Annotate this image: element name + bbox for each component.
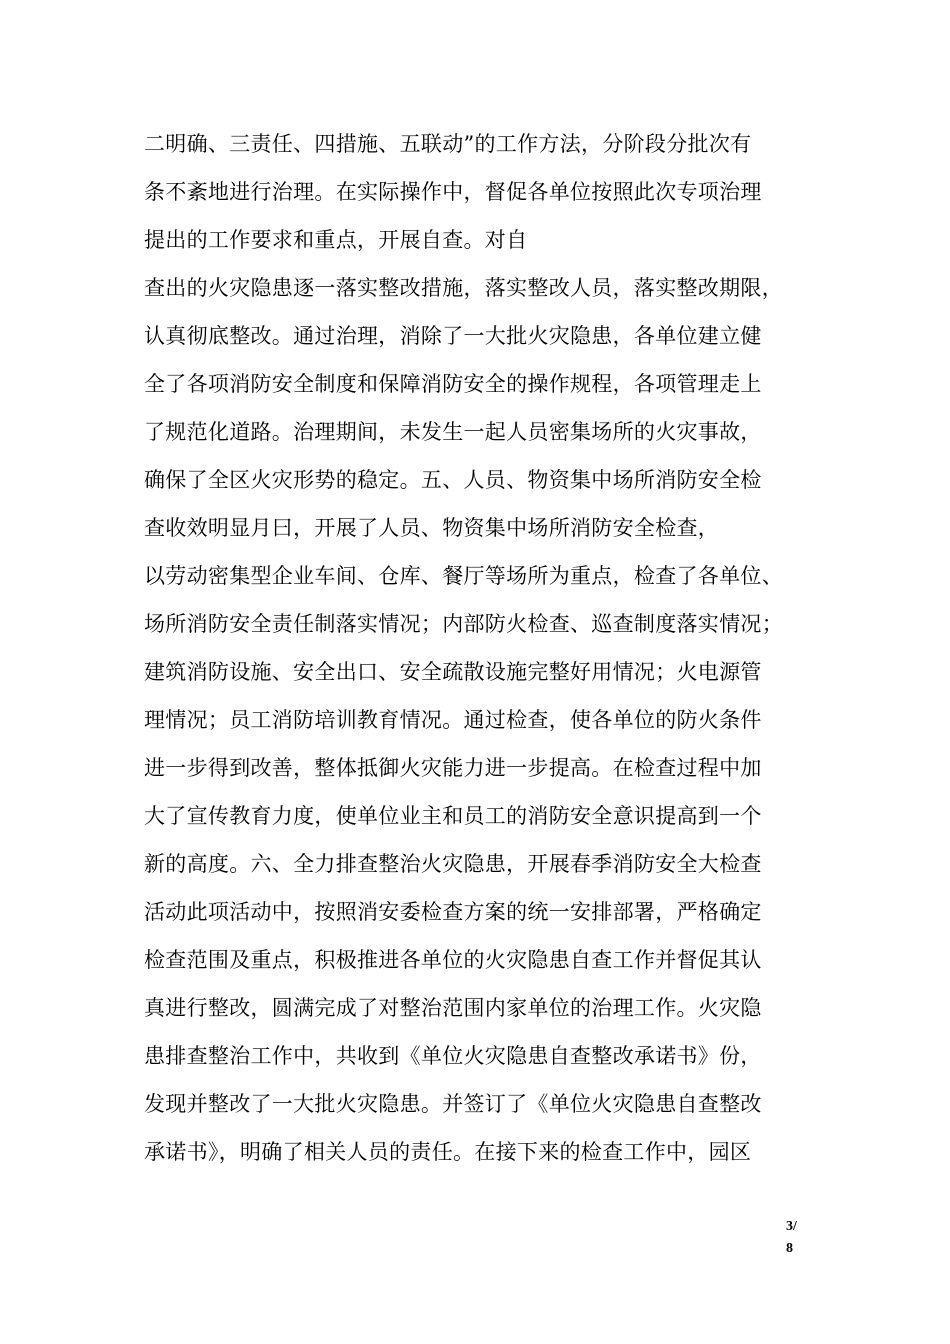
text-line: 提出的工作要求和重点，开展自查。对自 bbox=[144, 228, 528, 252]
text-line: 查收效明显月曰，开展了人员、物资集中场所消防安全检查， bbox=[144, 516, 720, 540]
text-line: 确保了全区火灾形势的稳定。五、人员、物资集中场所消防安全检 bbox=[144, 468, 762, 492]
text-line: 认真彻底整改。通过治理，消除了一大批火灾隐患，各单位建立健 bbox=[144, 324, 762, 348]
text-line: 全了各项消防安全制度和保障消防安全的操作规程，各项管理走上 bbox=[144, 372, 762, 396]
text-line: 大了宣传教育力度，使单位业主和员工的消防安全意识提高到一个 bbox=[144, 804, 762, 828]
text-line: 场所消防安全责任制落实情况；内部防火检查、巡查制度落实情况； bbox=[144, 612, 783, 636]
text-line: 检查范围及重点，积极推进各单位的火灾隐患自查工作并督促其认 bbox=[144, 948, 762, 972]
text-line: 建筑消防设施、安全出口、安全疏散设施完整好用情况；火电源管 bbox=[144, 660, 762, 684]
text-line: 进一步得到改善，整体抵御火灾能力进一步提高。在检查过程中加 bbox=[144, 756, 762, 780]
text-line: 查出的火灾隐患逐一落实整改措施，落实整改人员，落实整改期限， bbox=[144, 276, 783, 300]
text-line: 患排查整治工作中，共收到《单位火灾隐患自查整改承诺书》份， bbox=[144, 1044, 762, 1068]
page-number-current: 3/ bbox=[786, 1219, 797, 1234]
text-line: 发现并整改了一大批火灾隐患。并签订了《单位火灾隐患自查整改 bbox=[144, 1092, 762, 1116]
text-line: 条不紊地进行治理。在实际操作中，督促各单位按照此次专项治理 bbox=[144, 180, 762, 204]
text-line: 以劳动密集型企业车间、仓库、餐厅等场所为重点，检查了各单位、 bbox=[144, 564, 783, 588]
text-line: 真进行整改，圆满完成了对整治范围内家单位的治理工作。火灾隐 bbox=[144, 996, 762, 1020]
text-line: 活动此项活动中，按照消安委检查方案的统一安排部署，严格确定 bbox=[144, 900, 762, 924]
text-line: 承诺书》，明确了相关人员的责任。在接下来的检查工作中，园区 bbox=[144, 1140, 752, 1164]
text-line: 了规范化道路。治理期间，未发生一起人员密集场所的火灾事故， bbox=[144, 420, 762, 444]
text-line: 二明确、三责任、四措施、五联动”的工作方法，分阶段分批次有 bbox=[144, 132, 752, 156]
page-number-total: 8 bbox=[786, 1241, 793, 1256]
page-number bbox=[786, 1216, 816, 1260]
text-line: 新的高度。六、全力排查整治火灾隐患，开展春季消防安全大检查 bbox=[144, 852, 762, 876]
body-text bbox=[144, 120, 824, 1176]
text-line: 理情况；员工消防培训教育情况。通过检查，使各单位的防火条件 bbox=[144, 708, 762, 732]
